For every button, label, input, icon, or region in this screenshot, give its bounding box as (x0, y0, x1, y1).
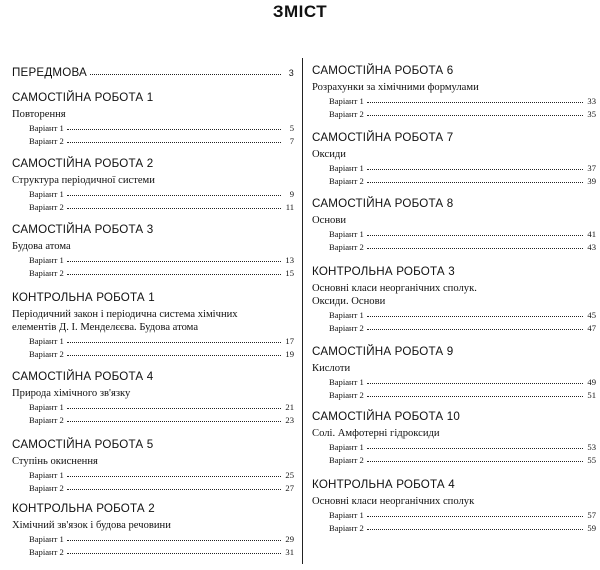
dot-leader (67, 544, 281, 554)
toc-variant-row[interactable]: Варіант 2 27 (12, 481, 294, 494)
toc-variant-row[interactable]: Варіант 1 21 (12, 400, 294, 413)
page-number: 7 (289, 136, 294, 146)
toc-variant-row[interactable]: Варіант 2 59 (312, 521, 596, 534)
page-number: 27 (285, 483, 294, 493)
dot-leader (67, 346, 281, 356)
dot-leader (67, 333, 281, 343)
section-subtitle: Будова атома (12, 241, 71, 252)
toc-section (312, 63, 596, 120)
toc-variant-row[interactable]: Варіант 1 33 (312, 94, 596, 107)
page-number: 5 (289, 123, 294, 133)
section-heading[interactable]: КОНТРОЛЬНА РОБОТА 2 (12, 502, 155, 515)
section-heading[interactable]: КОНТРОЛЬНА РОБОТА 3 (312, 265, 455, 278)
dot-leader (67, 133, 281, 143)
page-number: 29 (285, 534, 294, 544)
section-subtitle: Основи (312, 215, 346, 226)
page-number: 25 (285, 470, 294, 480)
dot-leader (67, 199, 281, 209)
section-subtitle: Періодичний закон і періодична система хімічних елементів Д. І. Менделєєва. Будова атома (12, 309, 238, 333)
section-subtitle: Солі. Амфотерні гідроксиди (312, 428, 440, 439)
page-number: 51 (587, 390, 596, 400)
toc-section (312, 409, 596, 466)
page-number: 17 (285, 336, 294, 346)
section-heading[interactable]: КОНТРОЛЬНА РОБОТА 1 (12, 291, 155, 304)
dot-leader (67, 531, 281, 541)
toc-variant-row[interactable]: Варіант 1 45 (312, 308, 596, 321)
section-subtitle: Структура періодичної системи (12, 175, 155, 186)
page-number: 59 (587, 523, 596, 533)
toc-variant-row[interactable]: Варіант 2 31 (12, 545, 294, 558)
toc-variant-row[interactable]: Варіант 1 41 (312, 227, 596, 240)
page-number: 43 (587, 242, 596, 252)
toc-variant-row[interactable]: Варіант 2 47 (312, 321, 596, 334)
page-number: 49 (587, 377, 596, 387)
dot-leader (67, 120, 281, 130)
toc-variant-row[interactable]: Варіант 1 49 (312, 375, 596, 388)
section-heading[interactable]: САМОСТІЙНА РОБОТА 3 (12, 223, 154, 236)
section-heading[interactable]: САМОСТІЙНА РОБОТА 2 (12, 157, 154, 170)
section-heading[interactable]: САМОСТІЙНА РОБОТА 4 (12, 370, 154, 383)
section-heading[interactable]: САМОСТІЙНА РОБОТА 1 (12, 91, 154, 104)
page-number: 23 (285, 415, 294, 425)
page-number: 31 (285, 547, 294, 557)
section-subtitle: Хімічний зв'язок і будова речовини (12, 520, 171, 531)
toc-variant-row[interactable]: Варіант 2 19 (12, 347, 294, 360)
section-subtitle: Оксиди (312, 149, 346, 160)
toc-variant-row[interactable]: Варіант 1 29 (12, 532, 294, 545)
toc-variant-row[interactable]: Варіант 1 53 (312, 440, 596, 453)
dot-leader (367, 239, 583, 249)
page-number: 47 (587, 323, 596, 333)
dot-leader (67, 412, 281, 422)
toc-variant-row[interactable]: Варіант 1 9 (12, 187, 294, 200)
page-number: 33 (587, 96, 596, 106)
dot-leader (367, 374, 583, 384)
section-heading[interactable]: САМОСТІЙНА РОБОТА 5 (12, 438, 154, 451)
column-divider (302, 58, 303, 564)
dot-leader (67, 480, 281, 490)
toc-variant-row[interactable]: Варіант 2 39 (312, 174, 596, 187)
toc-variant-row[interactable]: Варіант 2 11 (12, 200, 294, 213)
section-heading[interactable]: САМОСТІЙНА РОБОТА 7 (312, 131, 454, 144)
section-heading[interactable]: КОНТРОЛЬНА РОБОТА 4 (312, 478, 455, 491)
page-number: 39 (587, 176, 596, 186)
page-number: 57 (587, 510, 596, 520)
page-number: 41 (587, 229, 596, 239)
page-number: 9 (289, 189, 294, 199)
dot-leader (367, 160, 583, 170)
toc-section (312, 264, 596, 334)
page-number: 55 (587, 455, 596, 465)
toc-variant-row[interactable]: Варіант 1 25 (12, 468, 294, 481)
section-heading[interactable]: САМОСТІЙНА РОБОТА 6 (312, 64, 454, 77)
section-heading[interactable]: САМОСТІЙНА РОБОТА 8 (312, 197, 454, 210)
toc-variant-row[interactable]: Варіант 1 37 (312, 161, 596, 174)
page-title: ЗМІСТ (272, 2, 328, 21)
toc-variant-row[interactable]: Варіант 1 17 (12, 334, 294, 347)
toc-section (12, 437, 294, 494)
section-subtitle: Основні класи неорганічних сполук. Оксиди. Основи (312, 283, 477, 307)
section-subtitle: Ступінь окиснення (12, 456, 98, 467)
toc-variant-row[interactable]: Варіант 1 5 (12, 121, 294, 134)
toc-variant-row[interactable]: Варіант 2 23 (12, 413, 294, 426)
toc-variant-row[interactable]: Варіант 2 51 (312, 388, 596, 401)
dot-leader (367, 452, 583, 462)
section-subtitle: Природа хімічного зв'язку (12, 388, 131, 399)
section-subtitle: Розрахунки за хімічними формулами (312, 82, 479, 93)
toc-section (12, 90, 294, 147)
toc-section (12, 290, 294, 360)
toc-section (312, 196, 596, 253)
page-number: 21 (285, 402, 294, 412)
page-number: 19 (285, 349, 294, 359)
page-number: 3 (288, 68, 294, 78)
toc-section (12, 156, 294, 213)
toc-section (312, 344, 596, 401)
page-number: 35 (587, 109, 596, 119)
dot-leader (367, 507, 583, 517)
dot-leader (367, 173, 583, 183)
dot-leader (367, 226, 583, 236)
page-number: 45 (587, 310, 596, 320)
toc-entry-foreword[interactable] (12, 65, 294, 80)
toc-variant-row[interactable]: Варіант 2 43 (312, 240, 596, 253)
dot-leader (367, 106, 583, 116)
page-number: 37 (587, 163, 596, 173)
dot-leader (67, 265, 281, 275)
page-number: 15 (285, 268, 294, 278)
toc-section (12, 501, 294, 558)
section-heading[interactable]: САМОСТІЙНА РОБОТА 9 (312, 345, 454, 358)
section-subtitle: Повторення (12, 109, 66, 120)
page-number: 13 (285, 255, 294, 265)
dot-leader (67, 467, 281, 477)
dot-leader (367, 520, 583, 530)
toc-section (12, 369, 294, 426)
dot-leader (367, 93, 583, 103)
page-number: 53 (587, 442, 596, 452)
dot-leader (67, 399, 281, 409)
page-number: 11 (285, 202, 294, 212)
dot-leader (367, 439, 583, 449)
toc-variant-row[interactable]: Варіант 1 57 (312, 508, 596, 521)
toc-variant-row[interactable]: Варіант 2 55 (312, 453, 596, 466)
foreword-label: ПЕРЕДМОВА (12, 66, 87, 79)
dot-leader (67, 252, 281, 262)
dot-leader (367, 387, 583, 397)
toc-variant-row[interactable]: Варіант 2 15 (12, 266, 294, 279)
section-subtitle: Кислоти (312, 363, 351, 374)
toc-variant-row[interactable]: Варіант 2 7 (12, 134, 294, 147)
dot-leader (67, 186, 281, 196)
toc-variant-row[interactable]: Варіант 2 35 (312, 107, 596, 120)
section-subtitle: Основні класи неорганічних сполук (312, 496, 475, 507)
dot-leader (90, 65, 281, 75)
toc-section (12, 222, 294, 279)
section-heading[interactable]: САМОСТІЙНА РОБОТА 10 (312, 410, 461, 423)
dot-leader (367, 307, 583, 317)
dot-leader (367, 320, 583, 330)
toc-section (312, 477, 596, 534)
toc-variant-row[interactable]: Варіант 1 13 (12, 253, 294, 266)
toc-section (312, 130, 596, 187)
